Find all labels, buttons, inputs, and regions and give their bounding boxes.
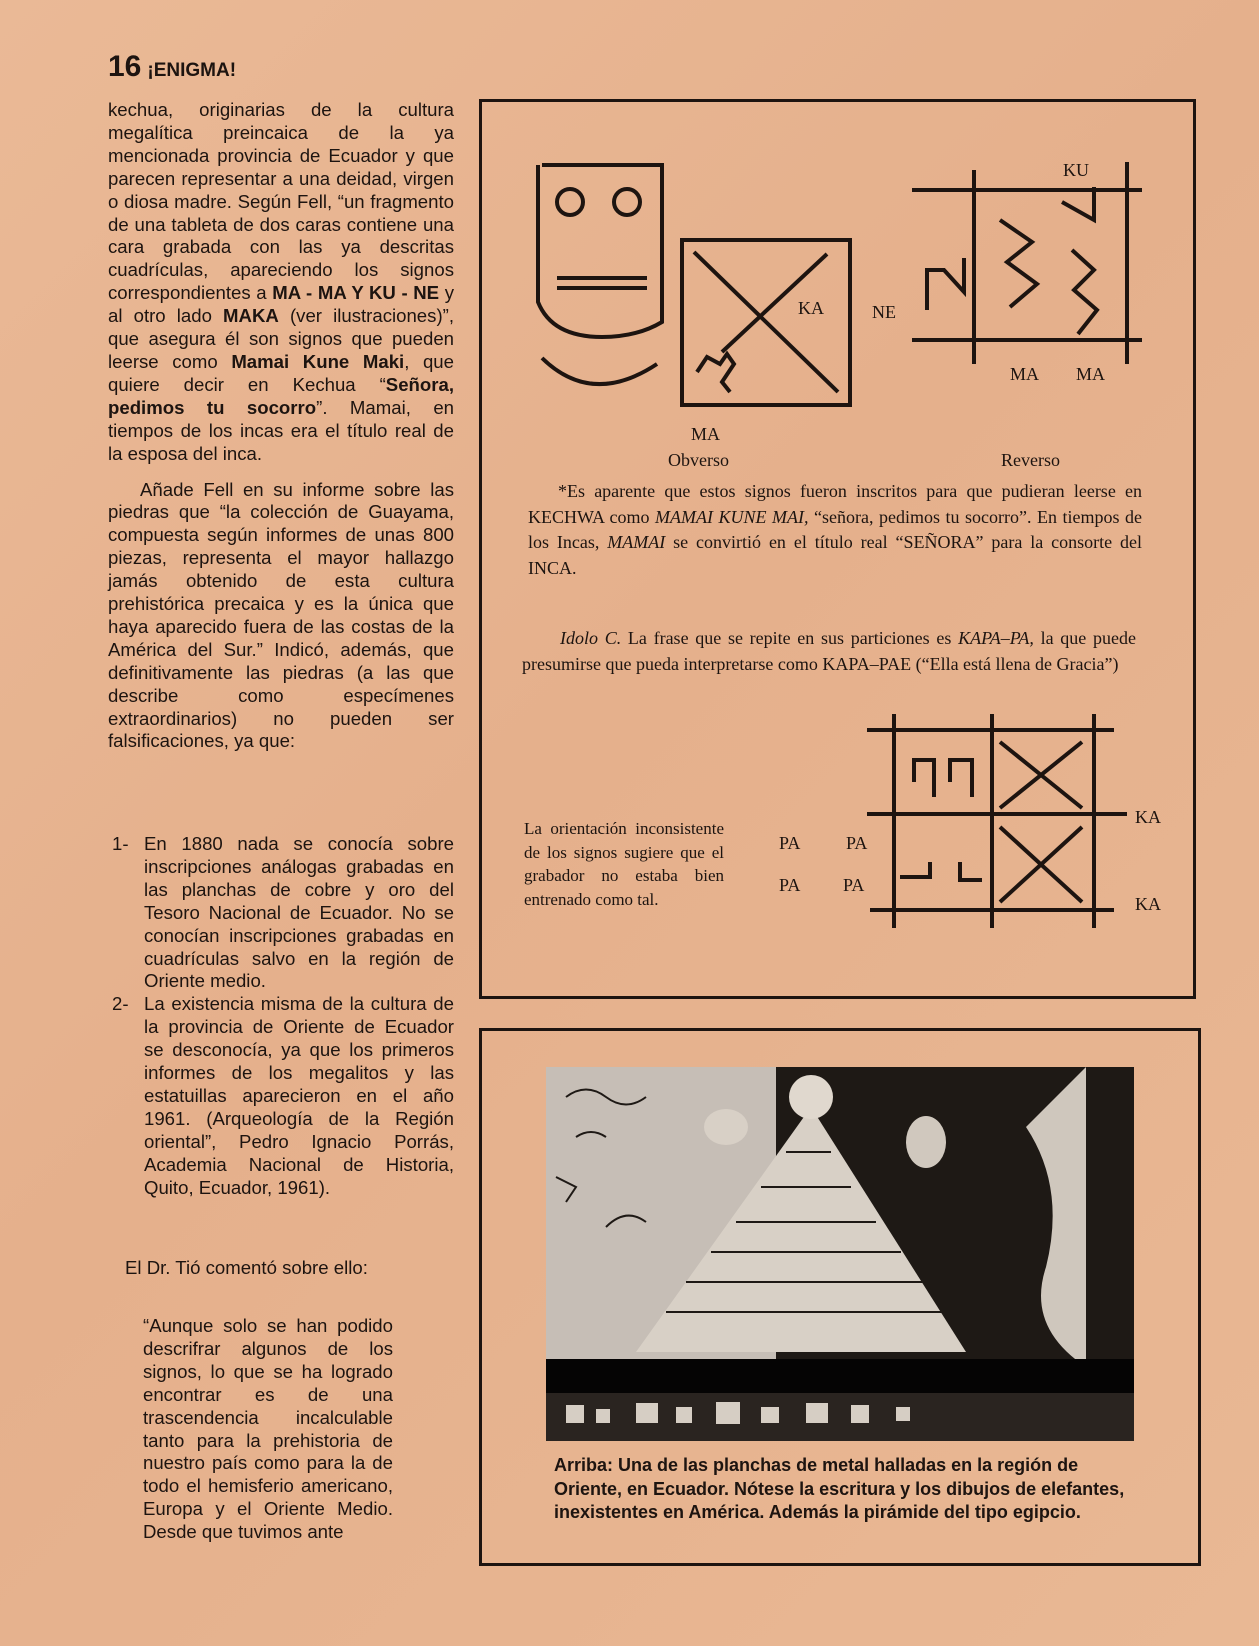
article-paragraph-3: El Dr. Tió comentó sobre ello: xyxy=(125,1257,368,1278)
photo-caption: Arriba: Una de las planchas de metal halladas en la región de Oriente, en Ecuador. Nótese la escritura y los dibujos de elefantes, inexistentes en América. Además la pirámide del tipo egipcio. xyxy=(554,1455,1125,1522)
article-paragraph-1: kechua, originarias de la cultura megalítica preincaica de la ya mencionada provincia de Ecuador y que parecen representar a una deidad, virgen o diosa madre. Según Fell, “un fragmento de una tableta de dos caras contiene una cara grabada con las ya descritas cuadrículas, apareciendo los signos correspondientes a MA - MA Y KU - NE y al otro lado MAKA (ver ilustraciones)”, que asegura él son signos que pueden leerse como Mamai Kune Maki, que quiere decir en Kechua “Señora, pedimos tu socorro”. Mamai, en tiempos de los incas era el título real de la esposa del inca. xyxy=(108,99,454,464)
label-pa: PA xyxy=(843,875,865,895)
figure-note-2: Idolo C. La frase que se repite en sus particiones es KAPA–PA, la que puede presumirse que pueda interpretarse como KAPA–PAE (“Ella está llena de Gracia”) xyxy=(522,628,1136,674)
article-quote: “Aunque solo se han podido descrifrar algunos de los signos, lo que se ha logrado encontrar es de una trascendencia incalculable tanto para la prehistoria de nuestro país como para la de todo el hemisferio americano, Europa y el Oriente Medio. Desde que tuvimos ante xyxy=(143,1315,393,1543)
label-ka: KA xyxy=(1135,807,1161,827)
label-reverso: Reverso xyxy=(1001,450,1060,470)
label-ma: MA xyxy=(691,424,721,444)
label-pa: PA xyxy=(779,833,801,853)
list-item: 2- La existencia misma de la cultura de la provincia de Oriente de Ecuador se desconocía, ya que los primeros informes de los megalitos y las estatuillas aparecieron en el año 1961. (Arqueología de la Región oriental”, Pedro Ignacio Porrás, Academia Nacional de Historia, Quito, Ecuador, 1961). xyxy=(112,993,454,1198)
figure-note-1: *Es aparente que estos signos fueron inscritos para que pudieran leerse en KECHWA como MAMAI KUNE MAI, “señora, pedimos tu socorro”. En tiempos de los Incas, MAMAI se convirtió en el título real “SEÑORA” para la consorte del INCA. xyxy=(528,481,1142,578)
article-list xyxy=(112,833,454,1200)
label-ma-1: MA xyxy=(1010,364,1040,384)
label-obverso: Obverso xyxy=(668,450,729,470)
figure-side-note: La orientación inconsistente de los signos sugiere que el grabador no estaba bien entrenado como tal. xyxy=(524,819,724,909)
list-item: 1- En 1880 nada se conocía sobre inscripciones análogas grabadas en las planchas de cobre y oro del Tesoro Nacional de Ecuador. No se conocían inscripciones grabadas en cuadrículas salvo en la región de Oriente medio. xyxy=(112,833,454,992)
label-ku: KU xyxy=(1063,160,1089,180)
metal-plate-photo xyxy=(546,1067,1134,1441)
article-paragraph-2: Añade Fell en su informe sobre las piedras que “la colección de Guayama, compuesta según informes de unas 800 piezas, representa el mayor hallazgo jamás obtenido de esta cultura prehistórica precaica y es la única que haya aparecido fuera de las costas de la América del Sur.” Indicó, además, que definitivamente las piedras (a las que describe como especímenes extraordinarios) no pueden ser falsificaciones, ya que: xyxy=(108,478,454,752)
label-ne: NE xyxy=(872,302,896,322)
label-ka: KA xyxy=(798,298,824,318)
page-number: 16 xyxy=(108,50,142,83)
label-pa: PA xyxy=(779,875,801,895)
label-pa: PA xyxy=(846,833,868,853)
label-ka: KA xyxy=(1135,894,1161,914)
label-ma-2: MA xyxy=(1076,364,1106,384)
page-header xyxy=(108,50,236,84)
face-glyph xyxy=(538,165,662,337)
article-column xyxy=(108,99,454,753)
pyramid-engraving-image xyxy=(546,1067,1134,1441)
inscription-figure-box xyxy=(479,99,1196,999)
magazine-name: ¡ENIGMA! xyxy=(147,60,237,81)
